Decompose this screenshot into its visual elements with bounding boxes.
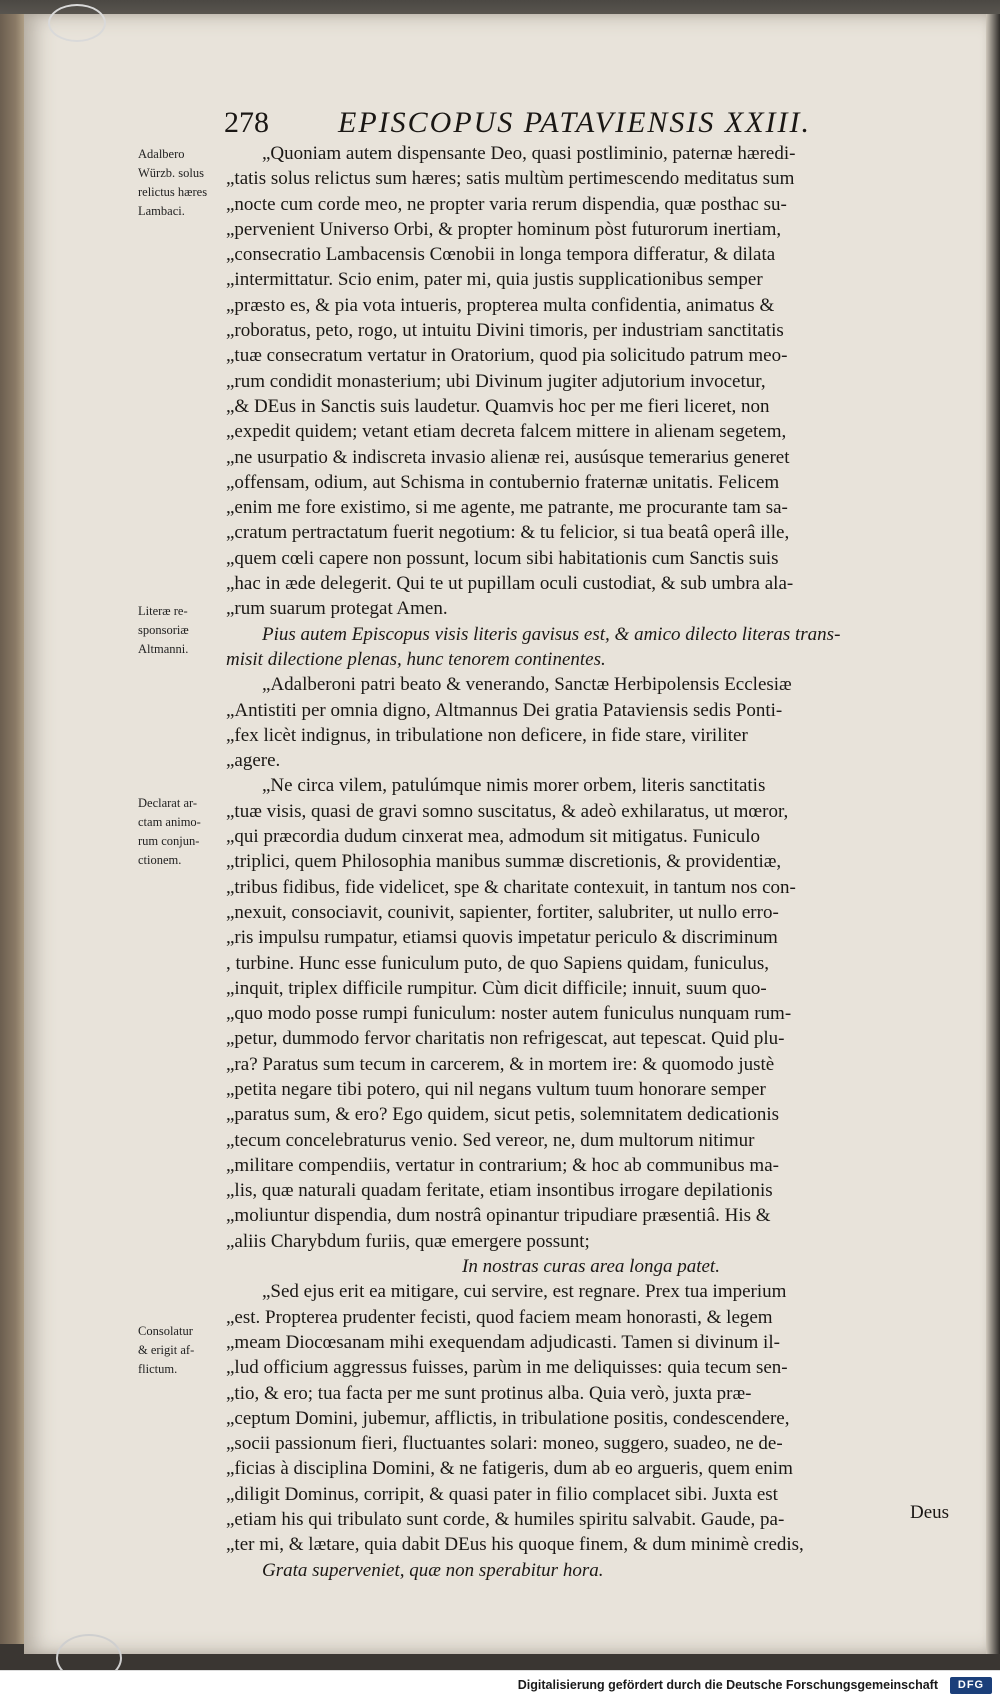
text-line: „quo modo posse rumpi funiculum: noster autem funiculus nunquam rum- [226, 1003, 792, 1025]
page-right-shadow [986, 14, 1000, 1654]
text-line: „tio, & ero; tua facta per me sunt protinus alba. Quia verò, juxta præ- [226, 1382, 752, 1404]
marginal-line: flictum. [138, 1362, 178, 1376]
text-line: „intermittatur. Scio enim, pater mi, quia justis supplicationibus semper [226, 269, 763, 291]
page-number: 278 [224, 106, 269, 139]
text-line: „moliuntur dispendia, dum nostrâ opinantur tripudiare præsentiâ. His & [226, 1205, 771, 1227]
text-line: „diligit Dominus, corripit, & quasi pater in filio complacet sibi. Juxta est [226, 1483, 778, 1505]
text-line: „Antistiti per omnia digno, Altmannus Dei gratia Pataviensis sedis Ponti- [226, 699, 783, 721]
text-line: „ficias à disciplina Domini, & ne fatigeris, dum ab eo argueris, quem enim [226, 1458, 793, 1480]
text-line: „roboratus, peto, rogo, ut intuitu Divini timoris, per industriam sanctitatis [226, 320, 784, 342]
text-line: In nostras curas area longa patet. [462, 1256, 720, 1278]
text-line: misit dilectione plenas, hunc tenorem continentes. [226, 648, 606, 670]
marginal-note-literae [138, 602, 230, 659]
text-line: „inquit, triplex difficile rumpitur. Cùm dicit difficile; innuit, suum quo- [226, 977, 767, 999]
marginal-line: sponsoriæ [138, 623, 189, 637]
text-line: „meam Diocœsanam mihi exequendam adjudicasti. Tamen si divinum il- [226, 1331, 780, 1353]
text-line: „tatis solus relictus sum hæres; satis multùm pertimescendo meditatus sum [226, 168, 795, 190]
text-line: „pervenient Universo Orbi, & propter hominum pòst futurorum inertiam, [226, 218, 782, 240]
text-line: „ne usurpatio & indiscreta invasio alienæ rei, ausúsque temerarius generet [226, 446, 790, 468]
text-line: „Ne circa vilem, patulúmque nimis morer orbem, literis sanctitatis [262, 775, 766, 797]
text-line: „petur, dummodo fervor charitatis non refrigescat, aut tepescat. Quid plu- [226, 1028, 785, 1050]
text-line: „triplici, quem Philosophia manibus summæ discretionis, & providentiæ, [226, 851, 782, 873]
text-line: „militare compendiis, vertatur in contrarium; & hoc ab communibus ma- [226, 1154, 779, 1176]
text-line: Grata superveniet, quæ non sperabitur hora. [262, 1559, 604, 1581]
marginal-line: Würzb. solus [138, 166, 204, 180]
marginal-line: ctionem. [138, 853, 182, 867]
text-line: „petita negare tibi potero, qui nil negans vultum tuum honorare semper [226, 1078, 766, 1100]
marginal-line: Lambaci. [138, 204, 185, 218]
text-line: „ceptum Domini, jubemur, afflictis, in tribulatione positis, condescendere, [226, 1407, 790, 1429]
text-line: „nexuit, consociavit, counivit, sapienter, fortiter, salubriter, ut nullo erro- [226, 901, 779, 923]
text-line: „rum suarum protegat Amen. [226, 598, 448, 620]
footer-credit: Digitalisierung gefördert durch die Deutsche Forschungsgemeinschaft [517, 1678, 938, 1692]
text-line: „socii passionum fieri, fluctuantes solari: moneo, suggero, suadeo, ne de- [226, 1433, 783, 1455]
text-line: „rum condidit monasterium; ubi Divinum jugiter adjutorium invocetur, [226, 370, 766, 392]
text-line: „Adalberoni patri beato & venerando, Sanctæ Herbipolensis Ecclesiæ [262, 674, 792, 696]
marginal-line: Literæ re- [138, 604, 188, 618]
marginal-line: Adalbero [138, 147, 185, 161]
marginal-line: ctam animo- [138, 815, 201, 829]
text-line: „quem cœli capere non possunt, locum sibi habitationis cum Sanctis suis [226, 547, 779, 569]
marginal-line: Declarat ar- [138, 796, 198, 810]
text-line: „tuæ consecratum vertatur in Oratorium, quod pia solicitudo patrum meo- [226, 345, 788, 367]
text-line: „hac in æde delegerit. Qui te ut pupillam oculi custodiat, & sub umbra ala- [226, 573, 794, 595]
text-line: „cratum pertractatum fuerit negotium: & tu felicior, si tua beatâ operâ ille, [226, 522, 790, 544]
text-line: „& DEus in Sanctis suis laudetur. Quamvis hoc per me fieri liceret, non [226, 395, 770, 417]
text-line: „præsto es, & pia vota intueris, propterea multa confidentia, animatus & [226, 294, 775, 316]
marginal-note-adalbero [138, 145, 230, 221]
dfg-logo: DFG [950, 1677, 992, 1694]
text-line: Pius autem Episcopus visis literis gavisus est, & amico dilecto literas trans- [262, 623, 841, 645]
text-line: „offensam, odium, aut Schisma in contubernio fraternæ unitatis. Felicem [226, 471, 780, 493]
text-line: „nocte cum corde meo, ne propter varia rerum dispendia, quæ posthac su- [226, 193, 787, 215]
footer-bar [0, 1670, 1000, 1700]
text-line: „est. Propterea prudenter fecisti, quod faciem meam honorasti, & legem [226, 1306, 773, 1328]
text-line: „etiam his qui tribulato sunt corde, & humiles spiritu salvabit. Gaude, pa- [226, 1509, 785, 1531]
marginal-line: & erigit af- [138, 1343, 195, 1357]
text-line: „Quoniam autem dispensante Deo, quasi postliminio, paternæ hæredi- [262, 143, 796, 164]
clip-top [48, 4, 106, 42]
marginal-note-consolatur [138, 1322, 230, 1379]
marginal-line: Consolatur [138, 1324, 193, 1338]
text-line: „enim me fore existimo, si me agente, me patrante, me procurante tam sa- [226, 497, 788, 519]
text-line: „consecratio Lambacensis Cœnobii in longa tempora differatur, & dilata [226, 244, 776, 266]
text-line: „tribus fidibus, fide videlicet, spe & charitate contexuit, in tantum nos con- [226, 876, 796, 898]
text-line: „aliis Charybdum furiis, quæ emergere possunt; [226, 1230, 590, 1252]
text-line: „Sed ejus erit ea mitigare, cui servire, est regnare. Prex tua imperium [262, 1281, 787, 1303]
marginal-line: relictus hæres [138, 185, 208, 199]
text-line: „fex licèt indignus, in tribulatione non deficere, in fide stare, viriliter [226, 724, 748, 746]
text-line: , turbine. Hunc esse funiculum puto, de quo Sapiens quidam, funiculus, [226, 952, 769, 974]
marginal-line: rum conjun- [138, 834, 200, 848]
text-line: „expedit quidem; vetant etiam decreta falcem mittere in alienam segetem, [226, 421, 787, 443]
text-line: „ra? Paratus sum tecum in carcerem, & in mortem ire: & quomodo justè [226, 1053, 775, 1075]
text-line: „tuæ visis, quasi de gravi somno suscitatus, & adeò exhilaratus, ut mœror, [226, 800, 789, 822]
body-text [226, 141, 956, 1583]
book-binding-edge [0, 14, 26, 1644]
text-line: „lis, quæ naturali quadam feritate, etiam insontibus irrogare depilationis [226, 1180, 773, 1202]
text-line: „paratus sum, & ero? Ego quidem, sicut petis, solemnitatem dedicationis [226, 1104, 779, 1126]
running-title: EPISCOPUS PATAVIENSIS XXIII. [338, 106, 812, 139]
text-line: „qui præcordia dudum cinxerat mea, admodum sit mitigatus. Funiculo [226, 826, 761, 848]
text-line: „tecum concelebraturus venio. Sed vereor, ne, dum multorum nitimur [226, 1129, 755, 1151]
marginal-line: Altmanni. [138, 642, 189, 656]
catchword: Deus [910, 1502, 950, 1523]
text-line: „agere. [226, 750, 281, 772]
text-line: „ris impulsu rumpatur, etiamsi quovis impetatur periculo & discriminum [226, 927, 778, 949]
text-line: „lud officium aggressus fuisses, parùm in me deliquisses: quia tecum sen- [226, 1357, 788, 1379]
page-header [220, 100, 960, 144]
text-line: „ter mi, & lætare, quia dabit DEus his quoque finem, & dum minimè credis, [226, 1534, 804, 1556]
marginal-note-declarat [138, 794, 230, 870]
